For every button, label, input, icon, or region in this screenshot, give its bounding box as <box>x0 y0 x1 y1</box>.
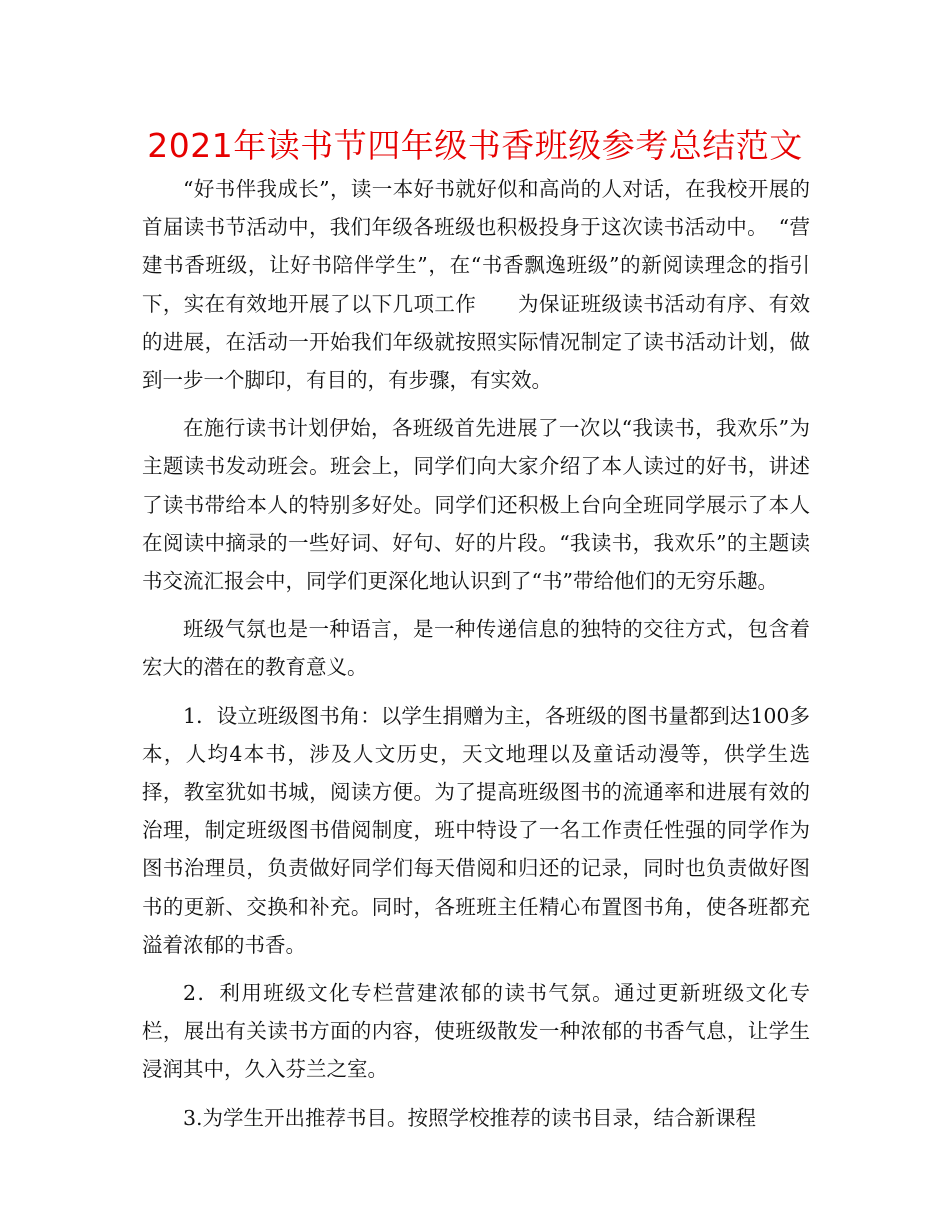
paragraph-6: 3.为学生开出推荐书目。按照学校推荐的读书目录，结合新课程 <box>183 1105 757 1130</box>
paragraph-1: “好书伴我成长”，读一本好书就好似和高尚的人对话，在我校开展的首届读书节活动中，我们年级各班级也积极投身于这次读书活动中。 “营建书香班级，让好书陪伴学生”，在“书香飘逸班级”的新阅读理念的指引下，实在有效地开展了以下几项工作 为保证班级读书活动有序、有效的进展，在活动一开始我们年级就按照实际情况制定了读书活动计划，做到一步一个脚印，有目的，有步骤，有实效。 <box>142 177 810 393</box>
paragraph-5: 2．利用班级文化专栏营建浓郁的读书气氛。通过更新班级文化专栏，展出有关读书方面的内容，使班级散发一种浓郁的书香气息，让学生浸润其中，久入芬兰之室。 <box>142 981 810 1082</box>
document-title: 2021年读书节四年级书香班级参考总结范文 <box>147 126 803 165</box>
paragraph-4: 1．设立班级图书角：以学生捐赠为主，各班级的图书量都到达100多本，人均4本书，涉及人文历史，天文地理以及童话动漫等，供学生选择，教室犹如书城，阅读方便。为了提高班级图书的流通率和进展有效的治理，制定班级图书借阅制度，班中特设了一名工作责任性强的同学作为图书治理员，负责做好同学们每天借阅和归还的记录，同时也负责做好图书的更新、交换和补充。同时，各班班主任精心布置图书角，使各班都充溢着浓郁的书香。 <box>142 703 810 957</box>
paragraph-3: 班级气氛也是一种语言，是一种传递信息的独特的交往方式，包含着宏大的潜在的教育意义。 <box>142 617 810 680</box>
paragraph-2: 在施行读书计划伊始，各班级首先进展了一次以“我读书，我欢乐”为主题读书发动班会。班会上，同学们向大家介绍了本人读过的好书，讲述了读书带给本人的特别多好处。同学们还积极上台向全班同学展示了本人在阅读中摘录的一些好词、好句、好的片段。“我读书，我欢乐”的主题读书交流汇报会中，同学们更深化地认识到了“书”带给他们的无穷乐趣。 <box>142 416 810 594</box>
document-body <box>142 170 810 1147</box>
